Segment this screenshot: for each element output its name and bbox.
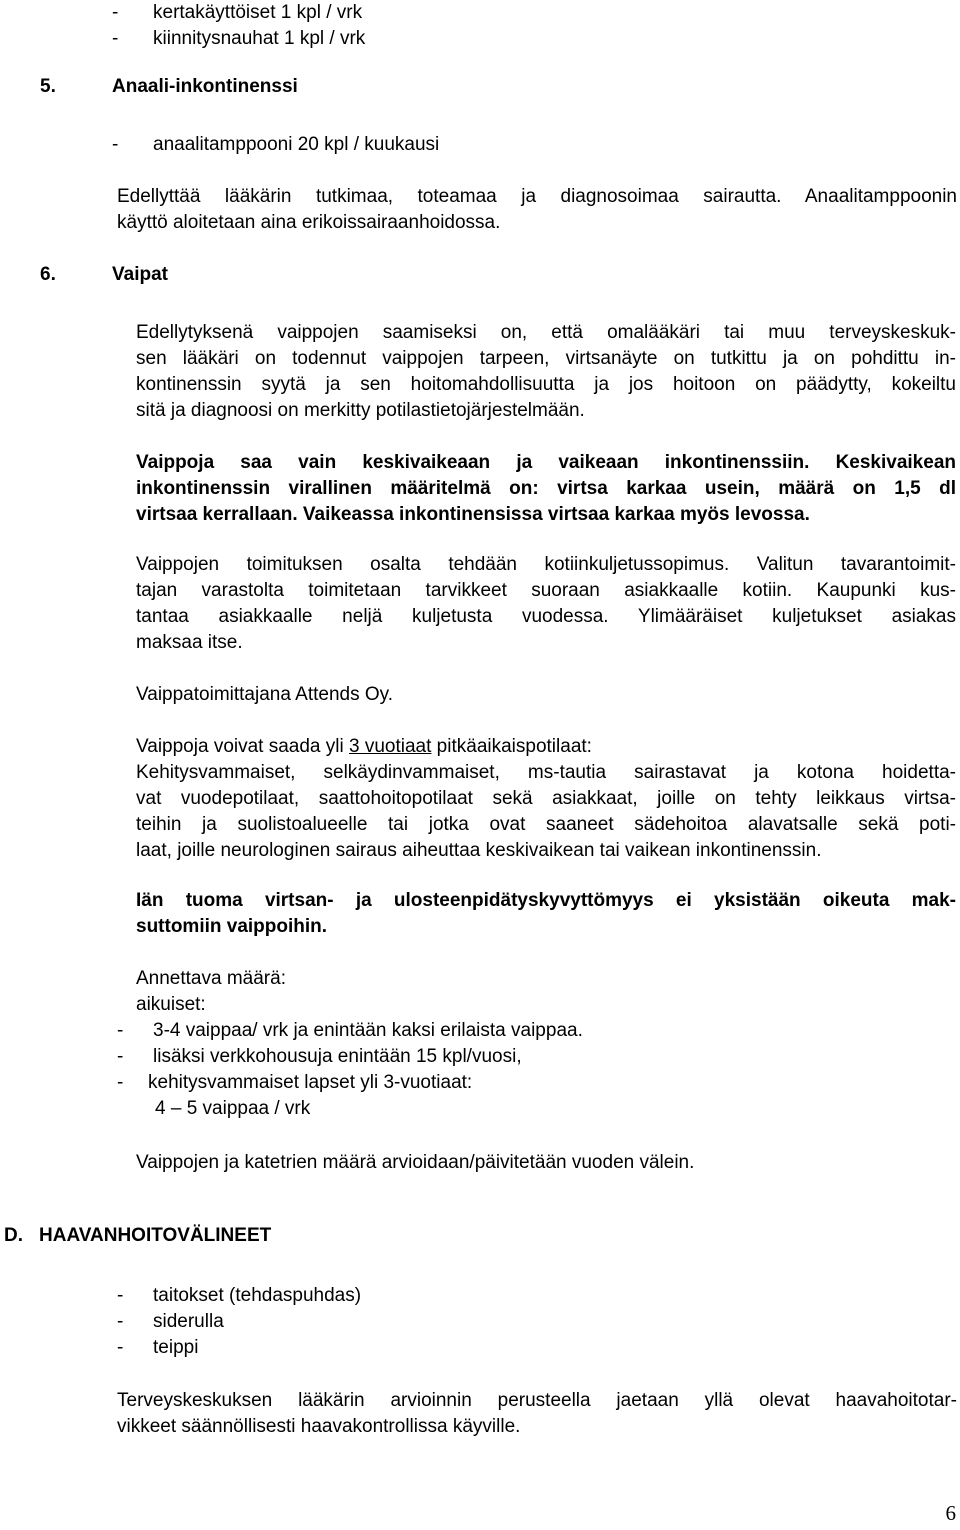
longterm-heading-underlined: 3 vuotiaat <box>349 736 432 757</box>
children-amount: 4 – 5 vaippaa / vrk <box>155 1098 311 1119</box>
paragraph-line: laat, joille neurologinen sairaus aiheuttaa keskivaikean tai vaikean inkontinenssin. <box>136 840 822 861</box>
list-item: anaalitamppooni 20 kpl / kuukausi <box>153 134 440 155</box>
section-letter: D. <box>4 1225 23 1246</box>
paragraph-line: sitä ja diagnoosi on merkitty potilastietojärjestelmään. <box>136 400 585 421</box>
amount-title: Annettava määrä: <box>136 968 286 989</box>
paragraph <box>136 320 956 424</box>
list-item: kehitysvammaiset lapset yli 3-vuotiaat: <box>148 1072 473 1093</box>
list-bullet: - <box>112 28 119 49</box>
longterm-heading-pre: Vaippoja voivat saada yli <box>136 736 349 757</box>
evaluation-text: Vaippojen ja katetrien määrä arvioidaan/päivitetään vuoden välein. <box>136 1152 695 1173</box>
list-bullet: - <box>117 1285 124 1306</box>
paragraph-line: Edellyttää lääkärin tutkimaa, toteamaa ja diagnosoimaa sairautta. Anaalitamppoonin <box>117 186 957 207</box>
paragraph <box>117 184 957 236</box>
paragraph-line: kontinenssin syytä ja sen hoitomahdollisuutta ja jos hoitoon on päädytty, kokeiltu <box>136 374 956 395</box>
paragraph-line: suttomiin vaippoihin. <box>136 916 328 937</box>
list-bullet: - <box>117 1072 124 1093</box>
paragraph-line: Kehitysvammaiset, selkäydinvammaiset, ms-tautia sairastavat ja kotona hoidetta- <box>136 762 956 783</box>
longterm-heading-post: pitkäaikaispotilaat: <box>431 736 592 757</box>
paragraph-line: Terveyskeskuksen lääkärin arvioinnin perusteella jaetaan yllä olevat haavahoitotar- <box>117 1390 957 1411</box>
list-item: siderulla <box>153 1311 224 1332</box>
paragraph-line: sen lääkäri on todennut vaippojen tarpeen, virtsanäyte on tutkittu ja on pohdittu in- <box>136 348 956 369</box>
adults-label: aikuiset: <box>136 994 206 1015</box>
list-bullet: - <box>117 1337 124 1358</box>
paragraph-line: teihin ja suolistoalueelle tai jotka ovat saaneet sädehoitoa alavatsalle sekä poti- <box>136 814 956 835</box>
paragraph-line: vat vuodepotilaat, saattohoitopotilaat sekä asiakkaat, joille on tehty leikkaus virtsa- <box>136 788 956 809</box>
section-title: HAAVANHOITOVÄLINEET <box>39 1225 272 1246</box>
longterm-heading <box>136 734 592 760</box>
list-bullet: - <box>117 1020 124 1041</box>
list-bullet: - <box>112 2 119 23</box>
paragraph <box>136 760 956 864</box>
paragraph <box>136 552 956 656</box>
paragraph-line: Vaippojen toimituksen osalta tehdään kotiinkuljetussopimus. Valitun tavarantoimit- <box>136 554 956 575</box>
supplier-text: Vaippatoimittajana Attends Oy. <box>136 684 394 705</box>
paragraph-line: Vaippoja saa vain keskivaikeaan ja vaikeaan inkontinenssiin. Keskivaikean <box>136 452 956 473</box>
section-title: Vaipat <box>112 264 168 285</box>
paragraph-line: maksaa itse. <box>136 632 243 653</box>
list-item: kiinnitysnauhat 1 kpl / vrk <box>153 28 366 49</box>
list-item: taitokset (tehdaspuhdas) <box>153 1285 362 1306</box>
paragraph-line: Iän tuoma virtsan- ja ulosteenpidätyskyvyttömyys ei yksistään oikeuta mak- <box>136 890 956 911</box>
paragraph-line: tantaa asiakkaalle neljä kuljetusta vuodessa. Ylimääräiset kuljetukset asiakas <box>136 606 956 627</box>
paragraph-line: käyttö aloitetaan aina erikoissairaanhoidossa. <box>117 212 501 233</box>
bold-paragraph <box>136 888 956 940</box>
list-item: lisäksi verkkohousuja enintään 15 kpl/vuosi, <box>153 1046 522 1067</box>
paragraph-line: tajan varastolta toimitetaan tarvikkeet suoraan asiakkaalle kotiin. Kaupunki kus- <box>136 580 956 601</box>
page-number: 6 <box>945 1501 956 1525</box>
list-item: teippi <box>153 1337 199 1358</box>
paragraph <box>117 1388 957 1440</box>
list-bullet: - <box>117 1046 124 1067</box>
list-item: 3-4 vaippaa/ vrk ja enintään kaksi erilaista vaippaa. <box>153 1020 583 1041</box>
list-bullet: - <box>117 1311 124 1332</box>
list-item: kertakäyttöiset 1 kpl / vrk <box>153 2 363 23</box>
section-number: 6. <box>40 264 56 285</box>
paragraph-line: inkontinenssin virallinen määritelmä on: virtsa karkaa usein, määrä on 1,5 dl <box>136 478 956 499</box>
section-title: Anaali-inkontinenssi <box>112 76 298 97</box>
paragraph-line: vikkeet säännöllisesti haavakontrollissa käyville. <box>117 1416 521 1437</box>
bold-paragraph <box>136 450 956 528</box>
paragraph-line: virtsaa kerrallaan. Vaikeassa inkontinensissa virtsaa karkaa myös levossa. <box>136 504 810 525</box>
list-bullet: - <box>112 134 119 155</box>
paragraph-line: Edellytyksenä vaippojen saamiseksi on, että omalääkäri tai muu terveyskeskuk- <box>136 322 956 343</box>
section-number: 5. <box>40 76 56 97</box>
